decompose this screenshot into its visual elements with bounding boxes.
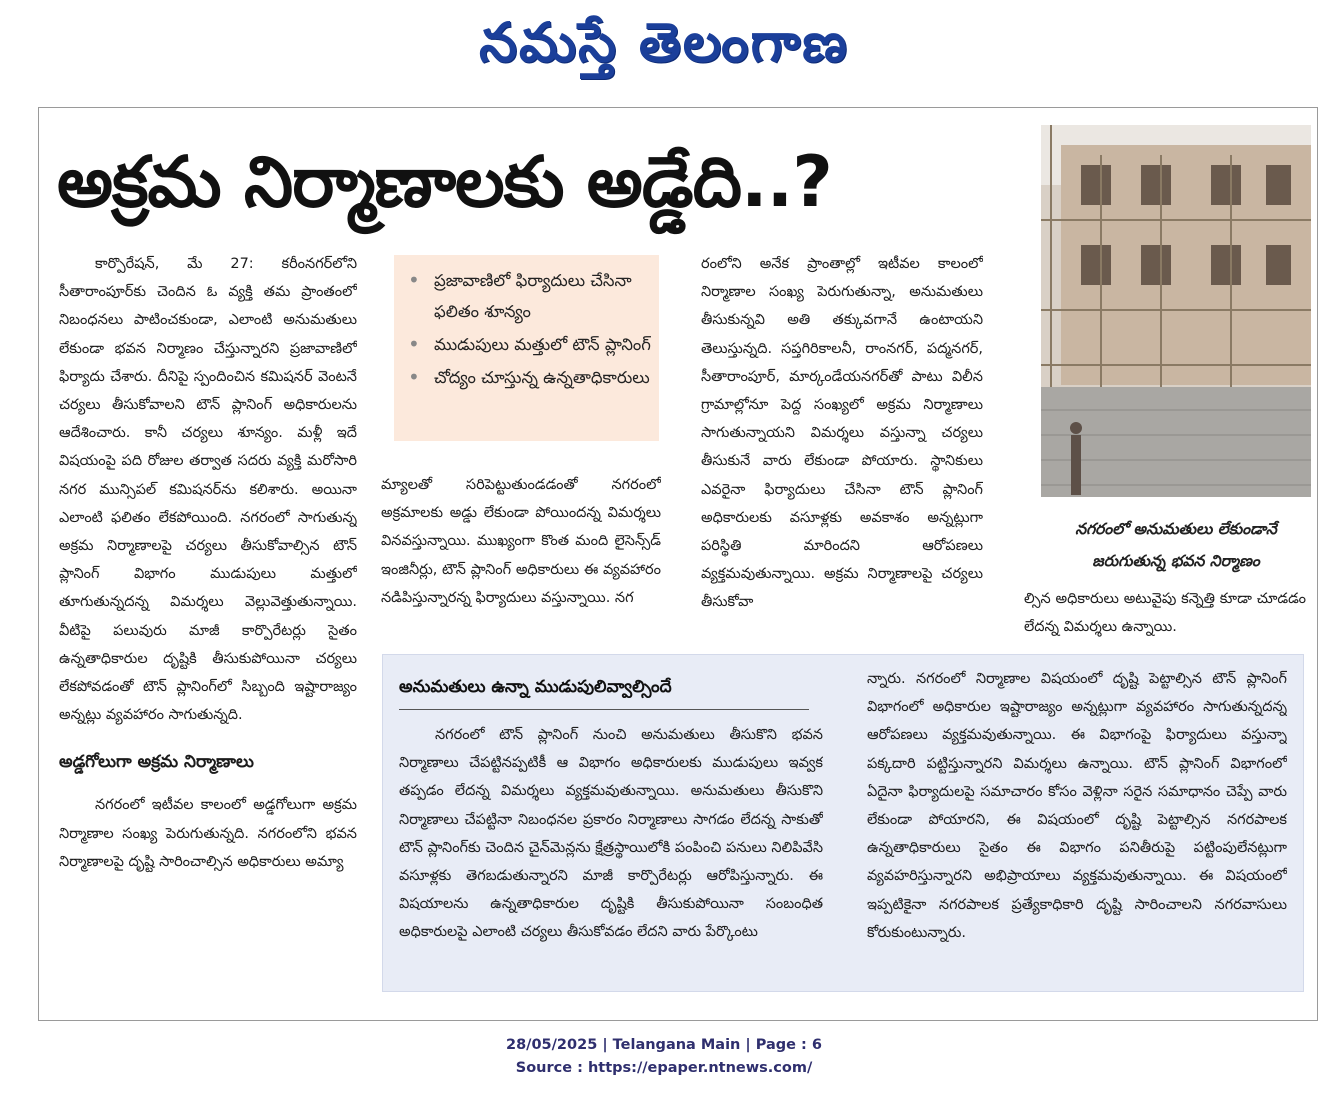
sidebar-box-column-2	[867, 665, 1287, 981]
highlights-list	[394, 255, 659, 393]
photo-caption: నగరంలో అనుమతులు లేకుండానే జరుగుతున్న భవన నిర్మాణం	[1075, 520, 1277, 570]
sidebar-box-title: అనుమతులు ఉన్నా ముడుపులివ్వాల్సిందే	[399, 675, 809, 710]
sidebar-box	[382, 654, 1304, 992]
article-headline: అక్రమ నిర్మాణాలకు అడ్డేది..?	[57, 141, 832, 223]
highlight-item: • ప్రజావాణిలో ఫిర్యాదులు చేసినా ఫలితం శూన్యం	[408, 265, 651, 327]
photo-illustration	[1041, 125, 1311, 497]
footer-date-line: 28/05/2025 | Telangana Main | Page : 6	[505, 1037, 822, 1053]
section-subheading: అడ్డగోలుగా అక్రమ నిర్మాణాలు	[59, 752, 254, 773]
masthead-logo: నమస్తే తెలంగాణ	[479, 11, 849, 74]
article-column-2	[381, 471, 661, 641]
highlight-item: • ముడుపులు మత్తులో టౌన్ ప్లానింగ్	[408, 329, 651, 360]
highlight-item: • చోద్యం చూస్తున్న ఉన్నతాధికారులు	[408, 362, 651, 393]
column-4-paragraph: ల్సిన అధికారులు అటువైపు కన్నెత్తి కూడా చూడడం లేదన్న విమర్శలు ఉన్నాయి.	[1024, 591, 1306, 636]
sidebar-box-paragraph-2: న్నారు. నగరంలో నిర్మాణాల విషయంలో దృష్టి పెట్టాల్సిన టౌన్ ప్లానింగ్ విభాగంలో అధికారుల ఇష్టారాజ్యం అన్నట్లుగా వ్యవహారం సాగుతున్నదన్న ఆరోపణలు వ్యక్తమవుతున్నాయి. ఈ విభాగంపై ఫిర్యాదులు వస్తున్నా పక్కదారి పట్టిస్తున్నారని విమర్శలు ఉన్నాయి. టౌన్ ప్లానింగ్ విభాగంలో ఏదైనా ఫిర్యాదులపై సమాచారం కోసం వెళ్లినా సరైన సమాధానం చెప్పే వారు లేకుండా పోయారని, ఈ విషయంలో దృష్టి పెట్టాల్సిన నగరపాలక ఉన్నతాధికారులు సైతం ఈ విభాగం పనితీరుపై పట్టింపులేనట్లుగా వ్యవహరిస్తున్నారని అభిప్రాయాలు వ్యక్తమవుతున్నాయి. ఈ విషయంలో ఇప్పటికైనా నగరపాలక ప్రత్యేకాధికారి దృష్టి సారించాలని నగరవాసులు కోరుకుంటున్నారు.	[867, 671, 1287, 941]
sidebar-box-column-1	[399, 721, 823, 981]
column-2-paragraph: మ్యాలతో సరిపెట్టుతుండడంతో నగరంలో అక్రమాలకు అడ్డు లేకుండా పోయిందన్న విమర్శలు వినవస్తున్నాయి. ముఖ్యంగా కొంత మంది లైసెన్స్‌డ్ ఇంజినీర్లు, టౌన్ ప్లానింగ్ అధికారులు ఈ వ్యవహారం నడిపిస్తున్నారన్న ఫిర్యాదులు వస్తున్నాయి. నగ	[381, 477, 661, 606]
column-1-paragraph-2: నగరంలో ఇటీవల కాలంలో అడ్డగోలుగా అక్రమ నిర్మాణాల సంఖ్య పెరుగుతున్నది. నగరంలోని భవన నిర్మాణాలపై దృష్టి సారించాల్సిన అధికారులు అమ్యా	[59, 797, 357, 870]
article-frame	[38, 107, 1318, 1021]
footer-source-line: Source : https://epaper.ntnews.com/	[515, 1060, 813, 1076]
article-column-1	[59, 250, 357, 1005]
sidebar-box-paragraph-1: నగరంలో టౌన్ ప్లానింగ్ నుంచి అనుమతులు తీసుకొని భవన నిర్మాణాలు చేపట్టినప్పటికీ ఆ విభాగం అధికారులకు ముడుపులు ఇవ్వక తప్పడం లేదన్న విమర్శలు వ్యక్తమవుతున్నాయి. అనుమతులు తీసుకొని నిర్మాణాలు చేపట్టినా నిబంధనల ప్రకారం నిర్మాణాలు సాగడం లేదన్న సాకుతో టౌన్ ప్లానింగ్‌కు చెందిన చైన్‌మెన్లను క్షేత్రస్థాయిలోకి పంపించి పనులు నిలిపివేసి వసూళ్లకు తెగబడుతున్నారని మాజీ కార్పొరేటర్లు ఆరోపిస్తున్నారు. ఈ విషయాలను ఉన్నతాధికారుల దృష్టికి తీసుకుపోయినా సంబంధిత అధికారులపై ఎలాంటి చర్యలు తీసుకోవడం లేదని వారు పేర్కొంటు	[399, 727, 823, 941]
column-3-paragraph: రంలోని అనేక ప్రాంతాల్లో ఇటీవల కాలంలో నిర్మాణాల సంఖ్య పెరుగుతున్నా, అనుమతులు తీసుకున్నవి అతి తక్కువగానే ఉంటాయని తెలుస్తున్నది. సప్తగిరికాలనీ, రాంనగర్, పద్మనగర్, సీతారాంపూర్, మార్కండేయనగర్‌తో పాటు విలీన గ్రామాల్లోనూ పెద్ద సంఖ్యలో అక్రమ నిర్మాణాలు సాగుతున్నాయని విమర్శలు వస్తున్నా చర్యలు తీసుకునే వారు లేకుండా పోయారు. స్థానికులు ఎవరైనా ఫిర్యాదులు చేసినా టౌన్ ప్లానింగ్ అధికారులకు వసూళ్లకు అవకాశం అన్నట్లుగా పరిస్థితి మారిందని ఆరోపణలు వ్యక్తమవుతున్నాయి. అక్రమ నిర్మాణాలపై చర్యలు తీసుకోవా	[701, 256, 983, 611]
highlights-box	[394, 255, 659, 441]
building-construction-photo	[1041, 125, 1311, 497]
article-column-4	[1024, 585, 1306, 645]
column-1-paragraph: కార్పొరేషన్, మే 27: కరీంనగర్‌లోని సీతారాంపూర్‌కు చెందిన ఓ వ్యక్తి తమ ప్రాంతంలో నిబంధనలు పాటించకుండా, ఎలాంటి అనుమతులు లేకుండా భవన నిర్మాణం చేస్తున్నారని ప్రజావాణిలో ఫిర్యాదు చేశారు. దీనిపై స్పందించిన కమిషనర్ వెంటనే చర్యలు తీసుకోవాలని టౌన్ ప్లానింగ్ అధికారులను ఆదేశించారు. కానీ చర్యలు శూన్యం. మళ్లీ ఇదే విషయంపై పది రోజుల తర్వాత సదరు వ్యక్తి మరోసారి నగర మున్సిపల్ కమిషనర్‌ను కలిశారు. అయినా ఎలాంటి ఫలితం లేకపోయింది. నగరంలో సాగుతున్న అక్రమ నిర్మాణాలపై చర్యలు తీసుకోవాల్సిన టౌన్ ప్లానింగ్ విభాగం ముడుపులు మత్తులో తూగుతున్నదన్న విమర్శలు వెల్లువెత్తుతున్నాయి. వీటిపై పలువురు మాజీ కార్పొరేటర్లు సైతం ఉన్నతాధికారుల దృష్టికి తీసుకుపోయినా చర్యలు లేకపోవడంతో టౌన్ ప్లానింగ్‌లో సిబ్బంది ఇష్టారాజ్యం అన్నట్లు వ్యవహారం సాగుతున్నది.	[59, 256, 357, 724]
article-column-3	[701, 250, 983, 642]
